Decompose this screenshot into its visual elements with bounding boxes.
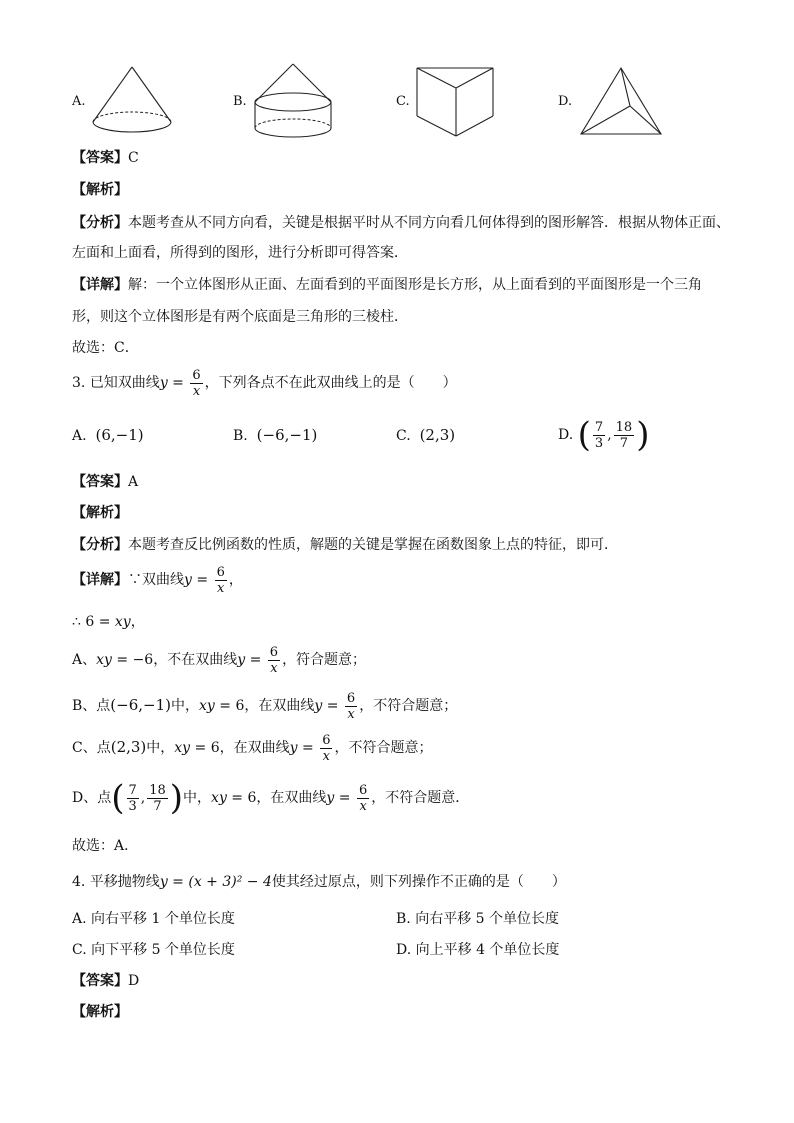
- tetrahedron-icon: [576, 64, 666, 140]
- q4-analysis-header: 【解析】: [72, 1004, 128, 1020]
- cone-on-cylinder-icon: [250, 62, 336, 142]
- q3-stem: 3. 已知双曲线y = $\frac{6}{x}$ ，下列各点不在此双曲线上的是（ ）: [72, 367, 457, 399]
- q4-stem: 4. 平移抛物线y = (x + 3)² − 4使其经过原点，则下列操作不正确的是（ ）: [72, 874, 566, 890]
- q3-detail: 【详解】∵双曲线y = $\frac{6}{x}$ ，: [72, 564, 243, 596]
- q3-line-b: B、点(−6,−1)中，xy = 6，在双曲线y = $\frac{6}{x}$ ，不符合题意；: [72, 690, 458, 722]
- q2-detail-line1: 【详解】解：一个立体图形从正面、左面看到的平面图形是长方形，从上面看到的平面图形是一个三角: [72, 277, 702, 293]
- q3-fenxi: 【分析】本题考查反比例函数的性质，解题的关键是掌握在函数图象上点的特征，即可．: [72, 537, 618, 553]
- q3-choose: 故选：A．: [72, 838, 139, 854]
- option-c-label: C.: [396, 94, 410, 109]
- q2-choose: 故选：C．: [72, 340, 139, 356]
- q3-line-a: A、xy = −6，不在双曲线y = $\frac{6}{x}$ ，符合题意；: [72, 644, 367, 676]
- q3-option-d: D. ( $\frac{7}{3}$ , $\frac{18}{7}$ ): [558, 415, 650, 455]
- q3-line-d: D、点( $\frac{7}{3}$ , $\frac{18}{7}$ )中，xy = 6，在双曲线y = $\frac{6}{x}$ ，不符合题意．: [72, 778, 470, 818]
- q3-option-b: B. (−6,−1): [233, 426, 318, 444]
- q2-fenxi-line2: 左面和上面看，所得到的图形，进行分析即可得答案．: [72, 245, 408, 261]
- q2-analysis-header: 【解析】: [72, 182, 128, 198]
- q3-analysis-header: 【解析】: [72, 505, 128, 521]
- q3-option-c: C. (2,3): [396, 426, 456, 444]
- q4-option-a: A. 向右平移 1 个单位长度: [72, 911, 235, 927]
- q3-option-a: A. (6,−1): [72, 426, 144, 444]
- q4-option-c: C. 向下平移 5 个单位长度: [72, 942, 235, 958]
- q3-line-c: C、点(2,3)中，xy = 6，在双曲线y = $\frac{6}{x}$ ，不符合题意；: [72, 732, 433, 764]
- q3-answer: 【答案】A: [72, 474, 139, 490]
- fraction: $\frac{6}{x}$: [192, 367, 201, 399]
- q4-answer: 【答案】D: [72, 973, 140, 989]
- triangular-prism-icon: [414, 64, 496, 140]
- option-b-label: B.: [233, 94, 247, 109]
- q4-option-b: B. 向右平移 5 个单位长度: [396, 911, 559, 927]
- q2-fenxi-line1: 【分析】本题考查从不同方向看，关键是根据平时从不同方向看几何体得到的图形解答．根据从物体正面、: [72, 215, 730, 231]
- option-d-label: D.: [558, 94, 573, 109]
- q3-therefore: ∴ 6 = xy，: [72, 614, 145, 630]
- cone-icon: [90, 65, 174, 137]
- q2-answer: 【答案】C: [72, 150, 139, 166]
- q2-detail-line2: 形，则这个立体图形是有两个底面是三角形的三棱柱．: [72, 309, 408, 325]
- q4-option-d: D. 向上平移 4 个单位长度: [396, 942, 560, 958]
- option-a-label: A.: [72, 94, 86, 109]
